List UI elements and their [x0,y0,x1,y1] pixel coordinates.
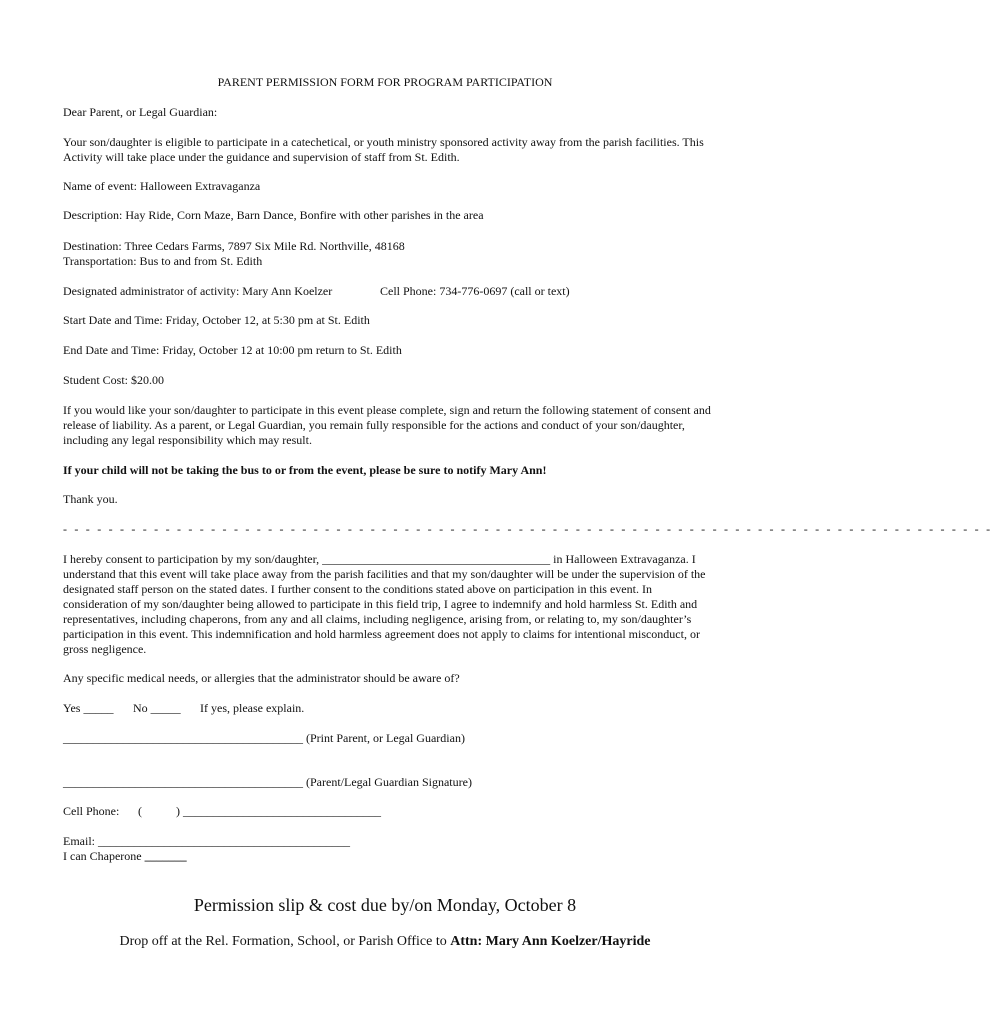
bus-notice: If your child will not be taking the bus to or from the event, please be sure to notify Mary Ann! [63,463,547,477]
tear-off-divider: - - - - - - - - - - - - - - - - - - - - - - - - - - - - - - - - - - - - - - - - - - - - - - - - - - - - - - - - - - - - - - - - - - - - - - - - - - - - - - - - - - [63,522,992,536]
consent-request-paragraph: If you would like your son/daughter to participate in this event please complete, sign and return the following statement of consent and release of liability. As a parent, or Legal Guardian, you remain fully responsible for the actions and conduct of your son/daughter, including any legal responsibility which may result. [63,403,711,447]
intro-paragraph: Your son/daughter is eligible to participate in a catechetical, or youth ministry sponsored activity away from the parish facilities. This Activity will take place under the guidance and supervision of staff from St. Edith. [63,135,704,164]
event-transportation: Transportation: Bus to and from St. Edith [63,254,263,268]
student-cost: Student Cost: $20.00 [63,373,165,387]
email-field[interactable]: Email: __________________________________________ [63,834,350,848]
cell-phone-field[interactable]: ) _________________________________ [176,804,381,818]
administrator-cell-phone: Cell Phone: 734-776-0697 (call or text) [380,284,570,298]
event-description: Description: Hay Ride, Corn Maze, Barn Dance, Bonfire with other parishes in the area [63,208,484,222]
due-notice: Permission slip & cost due by/on Monday, October 8 [193,895,577,915]
thank-you: Thank you. [63,492,118,506]
end-date-time: End Date and Time: Friday, October 12 at 10:00 pm return to St. Edith [63,343,402,357]
cell-phone-open-paren: ( [138,804,142,818]
medical-question: Any specific medical needs, or allergies that the administrator should be aware of? [63,671,460,685]
event-destination: Destination: Three Cedars Farms, 7897 Six Mile Rd. Northville, 48168 [63,239,405,253]
no-field[interactable]: No _____ [133,701,181,715]
form-title: PARENT PERMISSION FORM FOR PROGRAM PARTICIPATION [217,75,553,89]
dropoff-text: Drop off at the Rel. Formation, School, or Parish Office to [119,934,451,949]
print-name-field[interactable]: ________________________________________ (Print Parent, or Legal Guardian) [63,731,465,745]
event-administrator: Designated administrator of activity: Mary Ann Koelzer [63,284,333,298]
dropoff-attn: Attn: Mary Ann Koelzer/Hayride [450,934,651,949]
cell-phone-label: Cell Phone: [63,804,120,818]
dropoff-instructions [0,934,770,950]
signature-field[interactable]: ________________________________________ (Parent/Legal Guardian Signature) [63,775,472,789]
explain-label: If yes, please explain. [200,701,305,715]
chaperone-row [63,849,187,864]
yes-field[interactable]: Yes _____ [63,701,114,715]
chaperone-label: I can Chaperone [63,849,142,863]
start-date-time: Start Date and Time: Friday, October 12, at 5:30 pm at St. Edith [63,313,370,327]
salutation: Dear Parent, or Legal Guardian: [63,105,218,119]
chaperone-field[interactable]: _______ [144,849,187,863]
event-name: Name of event: Halloween Extravaganza [63,179,261,193]
consent-statement: I hereby consent to participation by my son/daughter, ______________________________________ in Halloween Extravaganza. I understand that this event will take place away from the parish facilities and that my son/daughter will be under the supervision of the designated staff person on the stated dates. I further consent to the conditions stated above on participation in this event. In consideration of my son/daughter being allowed to participate in this field trip, I agree to indemnify and hold harmless St. Edith and representatives, including chaperons, from any and all claims, including negligence, arising from, or relating to, my son/daughter’s participation in this event. This indemnification and hold harmless agreement does not apply to claims for intentional misconduct, or gross negligence. [63,552,706,656]
